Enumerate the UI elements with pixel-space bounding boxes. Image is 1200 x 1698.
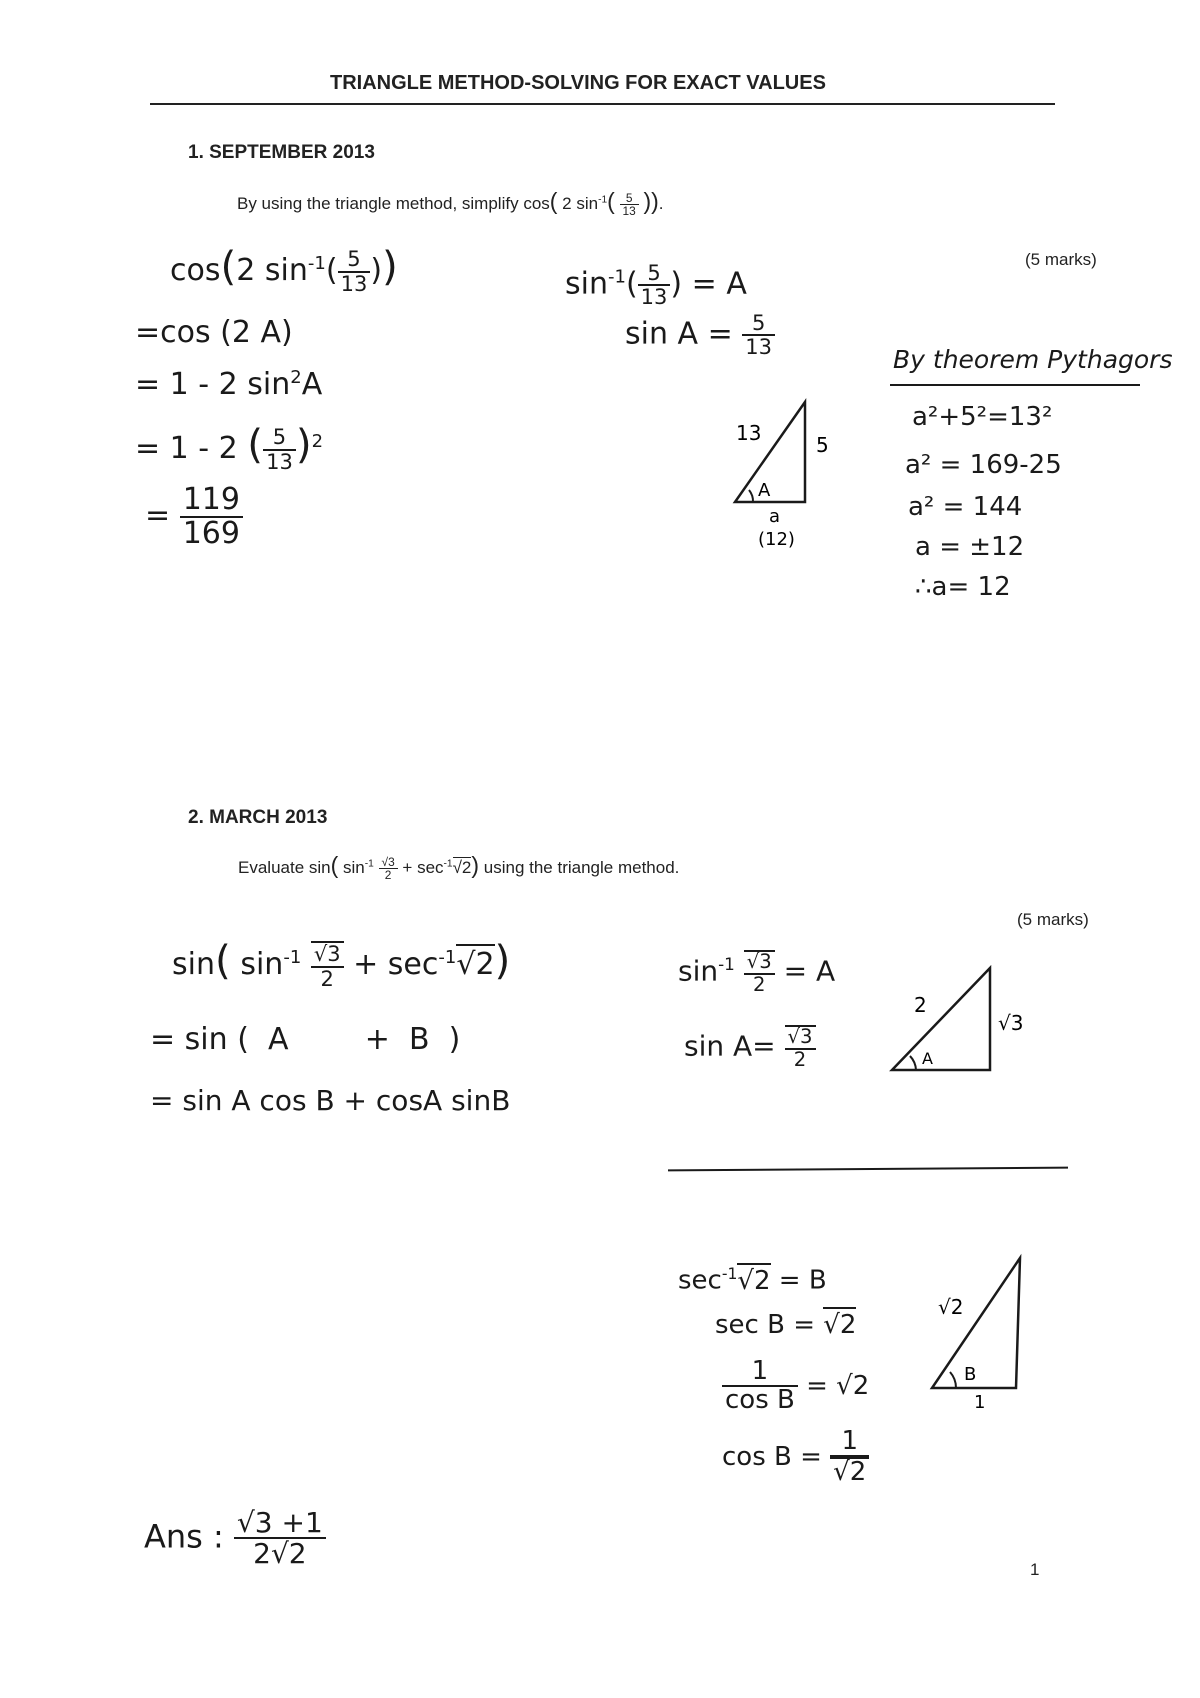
q1-pythagoras-line: a²+5²=13² [912,402,1053,432]
q2-triangle-a-opp: √3 [998,1011,1024,1035]
q1-prompt: By using the triangle method, simplify cos( 2 $\sin^{-1}$( $\frac{5}{13}$ )). [237,188,664,219]
q1-angle-definition: $\sin^{-1}$( $\frac{5}{13}$ ) = A [565,261,747,310]
q1-pythagoras-line: a = ±12 [915,532,1025,562]
q2-work-expression: sin( $\sin^{-1}$ $\frac{√3}{2}$ + $\sec^{-1}√2$) [172,936,511,991]
q2-answer: Ans : $\frac{√3 +1}{2√2}$ [144,1508,326,1569]
page-number: 1 [1030,1560,1040,1579]
q1-triangle-angle: A [758,480,771,501]
title-underline [150,103,1055,105]
q2-heading: 2. MARCH 2013 [188,807,328,828]
q1-marks: (5 marks) [1025,250,1097,269]
q1-sin-a: sin A = $\frac{5}{13}$ [625,312,775,358]
q2-triangle-a-angle: A [922,1049,933,1068]
q2-triangle-a-hyp: 2 [914,993,927,1017]
q1-pythagoras-line: ∴a= 12 [915,572,1011,602]
q1-pythagoras-line: a² = 144 [908,492,1023,522]
q1-triangle-opp: 5 [816,433,829,457]
q2-sin-a: sin A= $\frac{√3}{2}$ [684,1025,816,1070]
q2-prompt: Evaluate sin( $\sin^{-1}$ $\frac{√3}{2}$ + $\sec^{-1}√2$) using the triangle method. [238,852,680,883]
q1-result: = $\frac{119}{169}$ [145,484,243,549]
q2-triangle-b-diagram [920,1250,1050,1410]
q2-angle-a-arc [910,1056,916,1070]
q1-pythagoras-line: a² = 169-25 [905,450,1062,480]
q2-marks: (5 marks) [1017,910,1089,929]
q2-angle-b-arc [950,1372,956,1388]
q1-triangle-diagram [720,390,840,550]
q1-step-substitute: = 1 - 2 ( $\frac{5}{13}$ )$^2$ [135,420,324,474]
q2-angle-a-definition: $\sin^{-1}$ $\frac{√3}{2}$ = A [678,950,836,996]
q2-triangle-b-adj: 1 [974,1392,986,1410]
q1-work-expression: cos(2 $\sin^{-1}$( $\frac{5}{13}$ )) [170,242,398,296]
q2-triangle-a [892,968,990,1070]
page-title: TRIANGLE METHOD-SOLVING FOR EXACT VALUES [330,72,826,94]
q2-step-sum: = sin ( A + B ) [150,1022,461,1057]
q2-sec-b: sec B = √2 [715,1310,856,1340]
q2-step-expansion: = sin A cos B + cosA sinB [150,1084,511,1117]
q1-step-identity: = 1 - 2 $\sin^2A$ [135,367,323,402]
q1-angle-arc [749,490,753,502]
q2-triangle-b-angle: B [964,1364,977,1385]
q2-cos-b: cos B = $\frac{1}{√2}$ [722,1428,869,1487]
q2-triangle-a-diagram [880,960,1030,1080]
q2-divider-line [668,1167,1068,1172]
q1-triangle-hyp: 13 [736,421,762,445]
q2-triangle-b-hyp: √2 [938,1295,964,1319]
q2-angle-b-definition: $\sec^{-1}√2 = B$ [678,1265,827,1296]
q1-triangle-adj-value: (12) [758,529,795,550]
q2-recip-cos-b: $\frac{1}{\text{cos B}}$ = √2 [722,1358,869,1415]
q1-pythagoras-underline [890,384,1140,386]
q1-heading: 1. SEPTEMBER 2013 [188,142,375,163]
q1-step-double-angle: =cos (2 A) [135,315,293,350]
q1-pythagoras-title: By theorem Pythagors [893,345,1173,374]
q1-triangle-adj: a [769,506,781,527]
